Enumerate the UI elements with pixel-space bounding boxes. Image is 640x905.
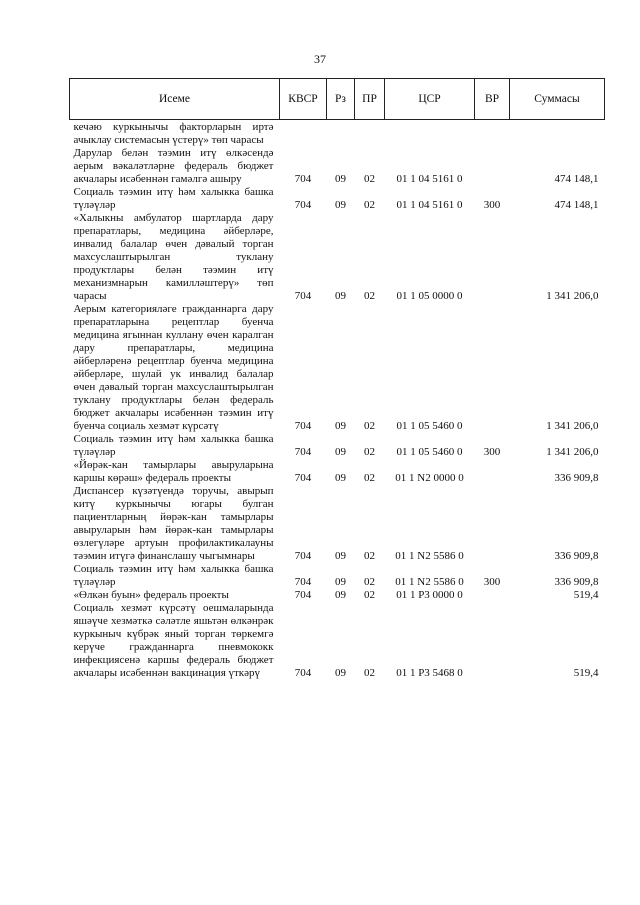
row-name: кечәю куркынычы факторларын иртә ачыклау системасын үстерү» төп чарасы [73,121,274,146]
row-kvsr: 704 [294,290,312,302]
row-kvsr: 704 [294,667,312,679]
table-row [70,563,605,589]
row-csr [385,120,475,148]
row-vr: 300 [483,199,501,211]
row-sum: 1 341 206,0 [546,420,599,432]
row-csr: 01 1 05 0000 0 [396,290,463,302]
row-sum: 1 341 206,0 [546,290,599,302]
row-pr: 02 [364,550,375,562]
row-kvsr: 704 [294,173,312,185]
row-rz: 09 [335,446,346,458]
row-name: Социаль тәэмин итү һәм халыкка башка түләүләр [73,186,274,211]
row-vr [475,303,510,433]
table-row [70,212,605,303]
row-rz: 09 [335,173,346,185]
row-sum: 336 909,8 [554,550,599,562]
header-kvsr: КВСР [280,79,327,120]
row-vr [475,485,510,563]
table-header-row [70,79,605,120]
row-rz: 09 [335,550,346,562]
table-row [70,303,605,433]
row-name: «Өлкән буын» федераль проекты [73,589,229,601]
table-row [70,120,605,148]
table-row [70,589,605,602]
row-sum [510,120,605,148]
row-pr [355,120,385,148]
row-kvsr [280,120,327,148]
header-pr: ПР [355,79,385,120]
row-name: «Халыкны амбулатор шартларда дару препаратлары, медицина әйберләре, инвалид балалар өчен дәвалый торган махсуслаштырылган туклану продуктлары белән тәэмин итү механизмнарын камилләштерү» төп чарасы [73,212,274,302]
row-sum: 519,4 [573,667,599,679]
table-row [70,433,605,459]
row-vr: 300 [483,446,501,458]
budget-table [69,78,605,680]
row-name: Диспансер күзәтүендә торучы, авырып китү куркынычы югары булган пациентларның йөрәк-кан тамырлары авыруларын һәм йөрәк-кан тамырлары өзлегүләре артуын профилактикалауны тәэмин итүгә финанслашу чыгымнары [73,485,274,562]
row-csr: 01 1 04 5161 0 [396,173,463,185]
table-row [70,147,605,186]
row-rz: 09 [335,290,346,302]
row-csr: 01 1 N2 5586 0 [395,576,464,588]
header-name: Исеме [70,79,280,120]
table-row [70,602,605,680]
row-kvsr: 704 [294,420,312,432]
row-sum: 1 341 206,0 [546,446,599,458]
table-row [70,459,605,485]
row-pr: 02 [364,199,375,211]
header-sum: Суммасы [510,79,605,120]
row-rz: 09 [335,199,346,211]
row-csr: 01 1 05 5460 0 [396,446,463,458]
header-vr: ВР [475,79,510,120]
row-name: «Йөрәк-кан тамырлары авыруларына каршы көрәш» федераль проекты [73,459,274,484]
row-rz: 09 [335,667,346,679]
row-vr: 300 [483,576,501,588]
row-vr [475,120,510,148]
row-kvsr: 704 [294,550,312,562]
row-kvsr: 704 [294,472,312,484]
row-rz [327,120,355,148]
row-csr: 01 1 N2 5586 0 [395,550,464,562]
row-sum: 474 148,1 [554,173,599,185]
row-kvsr: 704 [294,576,312,588]
row-csr: 01 1 04 5161 0 [396,199,463,211]
row-pr: 02 [364,173,375,185]
row-pr: 02 [364,446,375,458]
row-rz: 09 [335,472,346,484]
row-vr [475,602,510,680]
row-csr: 01 1 P3 5468 0 [396,667,463,679]
row-rz: 09 [335,589,346,601]
row-pr: 02 [364,589,375,601]
row-pr: 02 [364,290,375,302]
row-name: Аерым категорияләге гражданнарга дару препаратларына рецептлар буенча медицина ягыннан куллану өчен каралган дару препаратлары, медицина әйберләренә рецептлар буенча медицина әйберләре, шулай ук инвалид балалар өчен дәвалый торган махсуслаштырылган туклану продуктлары белән федераль бюджет акчалары исәбеннән тәэмин итү буенча социаль хезмәт күрсәтү [73,303,274,432]
header-rz: Рз [327,79,355,120]
row-name: Социаль хезмәт күрсәтү оешмаларында яшәүче хезмәткә сәләтле яшьтән өлкәнрәк куркыныч күбрәк яный торган төркемгә керүче гражданнарга пневмококк инфекциясенә каршы федераль бюджет акчалары исәбеннән вакцинация үткәрү [73,602,274,679]
row-sum: 474 148,1 [554,199,599,211]
row-pr: 02 [364,420,375,432]
row-name: Дарулар белән тәэмин итү өлкәсендә аерым вәкаләтләрне федераль бюджет акчалары исәбеннән гамәлгә ашыру [73,147,274,185]
row-name: Социаль тәэмин итү һәм халыкка башка түләүләр [73,433,274,458]
row-pr: 02 [364,576,375,588]
table-row [70,485,605,563]
row-csr: 01 1 P3 0000 0 [396,589,463,601]
row-sum: 519,4 [573,589,599,601]
row-csr: 01 1 N2 0000 0 [395,472,464,484]
header-csr: ЦСР [385,79,475,120]
row-kvsr: 704 [294,446,312,458]
row-vr [475,589,510,602]
row-pr: 02 [364,472,375,484]
row-name: Социаль тәэмин итү һәм халыкка башка түләүләр [73,563,274,588]
row-vr [475,459,510,485]
row-rz: 09 [335,576,346,588]
row-vr [475,147,510,186]
row-vr [475,212,510,303]
table-row [70,186,605,212]
row-sum: 336 909,8 [554,472,599,484]
row-csr: 01 1 05 5460 0 [396,420,463,432]
page-number: 37 [314,52,326,66]
row-kvsr: 704 [294,589,312,601]
row-pr: 02 [364,667,375,679]
row-sum: 336 909,8 [554,576,599,588]
row-rz: 09 [335,420,346,432]
row-kvsr: 704 [294,199,312,211]
